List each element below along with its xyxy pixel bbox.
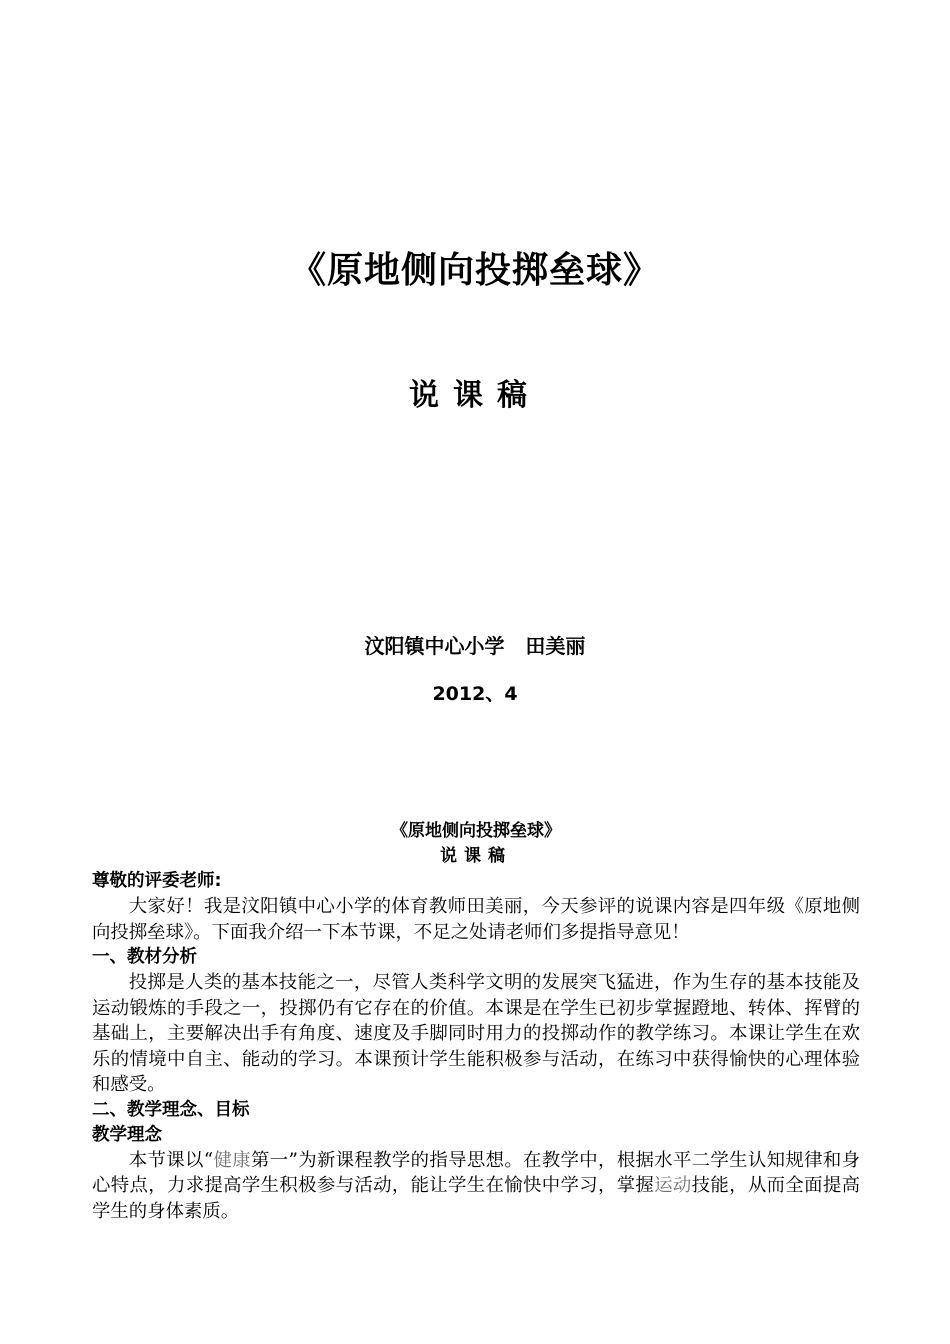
textbook-analysis-paragraph: 投掷是人类的基本技能之一，尽管人类科学文明的发展突飞猛进，作为生存的基本技能及运动锻炼的手段之一，投掷仍有它存在的价值。本课是在学生已初步掌握蹬地、转体、挥臂的基础上，主要解决出手有角度、速度及手脚同时用力的投掷动作的教学练习。本课让学生在欢乐的情境中自主、能动的学习。本课预计学生能积极参与活动，在练习中获得愉快的心理体验和感受。 (92, 972, 860, 1095)
document-title: 《原地侧向投掷垒球》 (391, 821, 561, 841)
philosophy-text-part3: 技能，从而全面提高学生的身体素质。 (92, 1175, 860, 1222)
salutation: 尊敬的评委老师: (92, 871, 222, 891)
section-heading-teaching-philosophy-goals: 二、教学理念、目标 (92, 1099, 250, 1120)
intro-paragraph: 大家好！我是汶阳镇中心小学的体育教师田美丽，今天参评的说课内容是四年级《原地侧向投掷垒球》。下面我介绍一下本节课，不足之处请老师们多提指导意见！ (92, 896, 860, 943)
section-heading-textbook-analysis: 一、教材分析 (92, 947, 197, 967)
philosophy-text-part1: 本节课以“ (128, 1149, 214, 1171)
document-body (92, 819, 860, 1224)
cover-title: 《原地侧向投掷垒球》 (289, 250, 660, 291)
cover-subtitle: 说课稿 (409, 378, 541, 413)
philosophy-text-part2: 第一”为新课程教学的指导思想。在教学中，根据水平二学生认知规律和身心特点，力求提高学生积极参与活动，能让学生在愉快中学习，掌握 (92, 1149, 860, 1196)
cover-date: 2012、4 (432, 683, 518, 705)
subheading-teaching-philosophy: 教学理念 (92, 1124, 162, 1145)
philosophy-text-highlight-sport: 运动 (654, 1175, 692, 1196)
cover-author: 汶阳镇中心小学 田美丽 (364, 634, 586, 658)
document-subtitle: 说课稿 (440, 846, 512, 866)
teaching-philosophy-paragraph (92, 1148, 860, 1225)
philosophy-text-highlight-health: 健康 (213, 1149, 251, 1171)
